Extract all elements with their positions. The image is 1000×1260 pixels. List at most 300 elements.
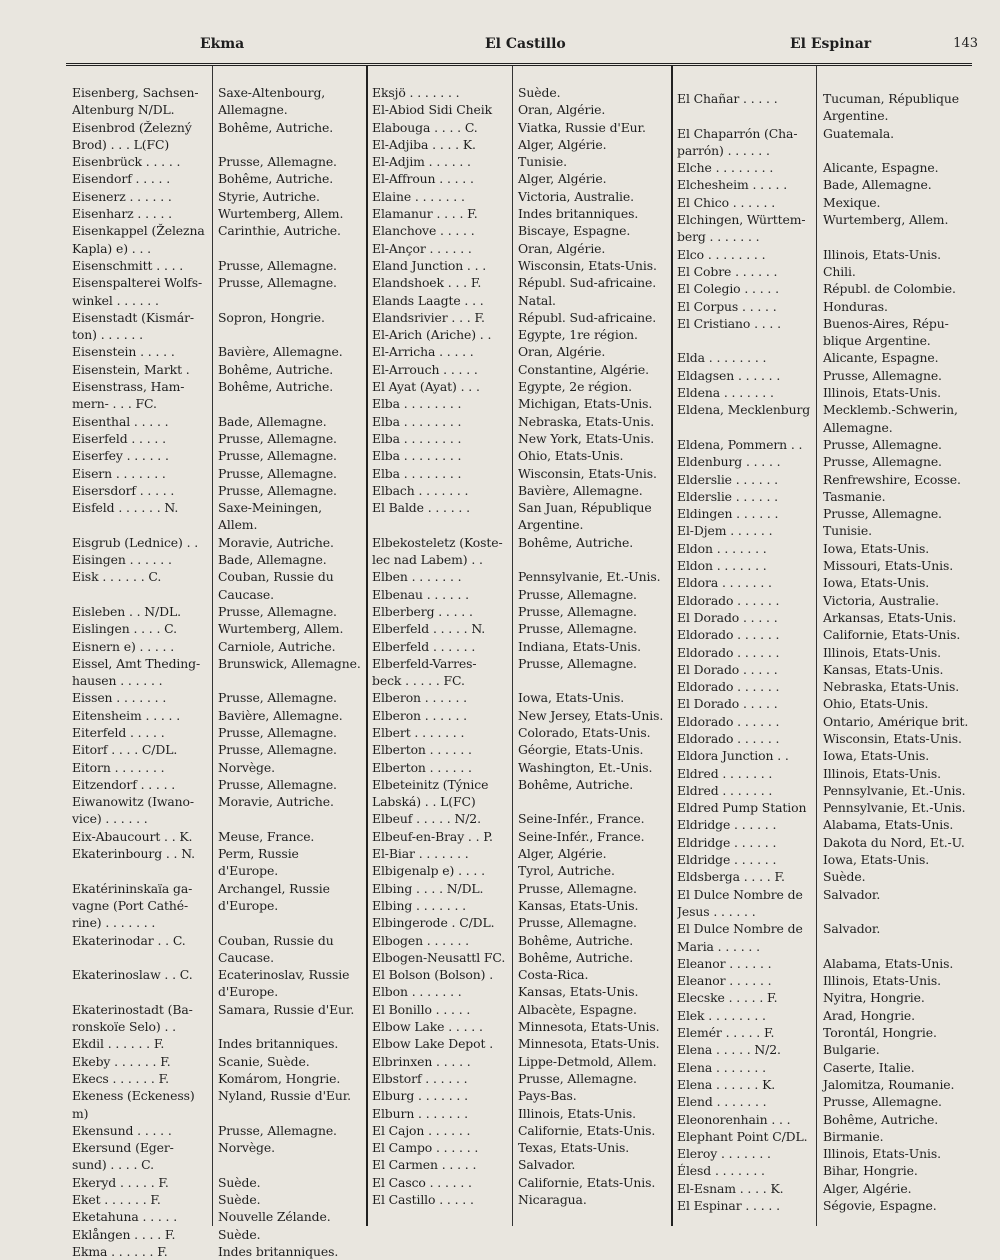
place-location: Kansas, Etats-Unis. <box>518 897 639 913</box>
place-name: Eisnern e) . . . . . <box>72 638 175 654</box>
place-location: Prusse, Allemagne. <box>518 1070 637 1086</box>
place-name: El Campo . . . . . . <box>372 1140 479 1156</box>
gazetteer-entry <box>72 274 362 309</box>
gazetteer-entry <box>677 90 969 125</box>
place-name: Eland Junction . . . <box>372 257 487 273</box>
gazetteer-column-2 <box>372 84 668 1226</box>
gazetteer-entry <box>677 695 969 712</box>
place-name: Eisenerz . . . . . . <box>72 188 172 204</box>
place-location: Costa-Rica. <box>518 967 589 983</box>
place-location: Albacète, Espagne. <box>518 1001 637 1017</box>
place-name: Eisenstein . . . . . <box>72 344 175 360</box>
place-name: El Dorado . . . . . <box>677 661 778 677</box>
place-location: Prusse, Allemagne. <box>518 880 637 896</box>
gazetteer-entry <box>677 1041 969 1058</box>
place-name: El-Adjiba . . . . K. <box>372 136 476 152</box>
place-location: Perm, Russie d'Europe. <box>218 846 299 879</box>
place-name: Eldsberga . . . . F. <box>677 869 785 885</box>
gazetteer-entry <box>372 966 668 983</box>
place-name: Eisersdorf . . . . . <box>72 482 175 498</box>
place-location: Illinois, Etats-Unis. <box>823 246 941 262</box>
place-location: Pennsylvanie, Et.-Unis. <box>518 569 661 585</box>
gazetteer-entry <box>677 1059 969 1076</box>
place-name: Eket . . . . . . F. <box>72 1192 161 1207</box>
place-location: Oran, Algérie. <box>518 240 606 256</box>
gazetteer-entry <box>677 609 969 626</box>
place-location: Constantine, Algérie. <box>518 361 649 377</box>
place-name: Eldred . . . . . . . <box>677 765 773 781</box>
gazetteer-entry <box>677 955 969 972</box>
place-location: Prusse, Allemagne. <box>518 586 637 602</box>
place-location: Prusse, Allemagne. <box>518 621 637 637</box>
place-location: Ségovie, Espagne. <box>823 1198 937 1213</box>
gazetteer-entry <box>72 966 362 1001</box>
place-location: Seine-Infér., France. <box>518 828 645 844</box>
place-name: Elben . . . . . . . <box>372 569 462 585</box>
place-location: Wurtemberg, Allem. <box>218 621 344 637</box>
place-location: Salvador. <box>518 1157 576 1173</box>
place-name: Elba . . . . . . . . <box>372 465 462 481</box>
place-name: El-Abiod Sidi Cheik <box>372 102 493 118</box>
gazetteer-entry <box>72 1191 362 1208</box>
gazetteer-entry <box>372 1156 668 1173</box>
place-location: Nicaragua. <box>518 1192 587 1207</box>
place-location: Pennsylvanie, Et.-Unis. <box>823 782 966 798</box>
gazetteer-entry <box>372 188 668 205</box>
place-location: Illinois, Etats-Unis. <box>823 385 941 401</box>
place-location: Renfrewshire, Ecosse. <box>823 471 961 487</box>
place-name: El Chaparrón (Cha- parrón) . . . . . . <box>677 125 798 158</box>
place-location: Illinois, Etats-Unis. <box>823 644 941 660</box>
place-location: Samara, Russie d'Eur. <box>218 1001 355 1017</box>
place-name: El Casco . . . . . . <box>372 1174 472 1190</box>
place-name: Elbekosteletz (Koste- lec nad Labem) . . <box>372 534 503 568</box>
gazetteer-entry <box>72 724 362 741</box>
place-name: El Bonillo . . . . . <box>372 1001 471 1017</box>
place-name: Ekeby . . . . . . F. <box>72 1053 171 1069</box>
place-location: Buenos-Aires, Répu- blique Argentine. <box>823 315 949 349</box>
place-location: Iowa, Etats-Unis. <box>518 690 625 706</box>
gazetteer-entry <box>677 730 969 747</box>
gazetteer-entry <box>372 932 668 949</box>
gazetteer-entry <box>372 274 668 291</box>
gazetteer-entry <box>372 499 668 534</box>
place-name: El Colegio . . . . . <box>677 281 779 297</box>
gazetteer-entry <box>72 222 362 257</box>
place-name: El Castillo . . . . . <box>372 1192 474 1207</box>
gazetteer-entry <box>372 914 668 931</box>
gazetteer-entry <box>372 741 668 758</box>
place-location: Illinois, Etats-Unis. <box>823 765 941 781</box>
place-location: Wurtemberg, Allem. <box>218 206 344 222</box>
place-name: Elberon . . . . . . <box>372 690 467 706</box>
gazetteer-entry <box>372 1191 668 1208</box>
place-name: Elbenau . . . . . . <box>372 586 469 602</box>
place-name: El-Djem . . . . . . <box>677 523 773 539</box>
place-name: Elchingen, Württem- berg . . . . . . . <box>677 212 806 245</box>
place-location: Prusse, Allemagne. <box>218 448 337 464</box>
gazetteer-entry <box>72 689 362 706</box>
gazetteer-entry <box>677 1162 969 1179</box>
gazetteer-column-1 <box>72 84 362 1259</box>
place-location: Natal. <box>518 292 556 308</box>
gazetteer-entry <box>372 810 668 827</box>
gazetteer-entry <box>372 603 668 620</box>
place-location: Salvador. <box>823 921 881 937</box>
gazetteer-entry <box>677 1197 969 1214</box>
place-name: Elbon . . . . . . . <box>372 984 462 1000</box>
gazetteer-entry <box>677 851 969 868</box>
place-location: Saxe-Meiningen, Allem. <box>218 500 322 533</box>
place-location: Colorado, Etats-Unis. <box>518 724 651 740</box>
gazetteer-entry <box>677 920 969 955</box>
gazetteer-entry <box>677 972 969 989</box>
place-location: Komárom, Hongrie. <box>218 1070 341 1086</box>
place-name: Ekaterinostadt (Ba- ronskoïe Selo) . . <box>72 1001 193 1035</box>
place-location: Pays-Bas. <box>518 1088 577 1104</box>
place-location: Mexique. <box>823 194 881 210</box>
gazetteer-entry <box>72 1001 362 1036</box>
gazetteer-entry <box>72 1053 362 1070</box>
gazetteer-entry <box>72 880 362 932</box>
gazetteer-entry <box>72 343 362 360</box>
place-name: Elecske . . . . . F. <box>677 990 778 1006</box>
gazetteer-entry <box>72 447 362 464</box>
place-location: Pennsylvanie, Et.-Unis. <box>823 800 966 816</box>
gazetteer-entry <box>72 551 362 568</box>
place-location: Birmanie. <box>823 1128 884 1144</box>
place-location: Bohême, Autriche. <box>218 361 334 377</box>
gazetteer-entry <box>677 886 969 921</box>
gazetteer-entry <box>677 246 969 263</box>
place-location: Tucuman, République Argentine. <box>823 91 959 124</box>
place-location: Kansas, Etats-Unis. <box>823 661 944 677</box>
place-name: Elands Laagte . . . <box>372 292 484 308</box>
place-name: Eitensheim . . . . . <box>72 707 181 723</box>
place-location: Tunisie. <box>518 154 567 170</box>
place-location: Prusse, Allemagne. <box>518 655 637 671</box>
gazetteer-entry <box>677 868 969 885</box>
gazetteer-entry <box>372 430 668 447</box>
place-name: Eisenschmitt . . . . <box>72 257 184 273</box>
place-name: Elephant Point C/DL. <box>677 1128 808 1144</box>
place-name: Eisenstadt (Kismár- ton) . . . . . . <box>72 309 195 343</box>
place-location: Indes britanniques. <box>518 206 639 222</box>
gazetteer-entry <box>677 453 969 470</box>
place-location: Ecaterinoslav, Russie d'Europe. <box>218 967 350 1000</box>
gazetteer-entry <box>72 1070 362 1087</box>
place-name: Eiserfeld . . . . . <box>72 430 166 446</box>
place-name: Elco . . . . . . . . <box>677 246 766 262</box>
gazetteer-entry <box>677 540 969 557</box>
gazetteer-entry <box>372 413 668 430</box>
gazetteer-entry <box>72 1243 362 1260</box>
place-name: Ekensund . . . . . <box>72 1122 172 1138</box>
gazetteer-entry <box>72 1226 362 1243</box>
place-location: Missouri, Etats-Unis. <box>823 558 954 574</box>
place-name: Eldagsen . . . . . . <box>677 367 781 383</box>
place-location: Prusse, Allemagne. <box>218 742 337 758</box>
place-location: Bade, Allemagne. <box>218 413 327 429</box>
gazetteer-entry <box>372 447 668 464</box>
place-location: Victoria, Australie. <box>518 188 634 204</box>
place-name: El-Arricha . . . . . <box>372 344 474 360</box>
gazetteer-entry <box>372 170 668 187</box>
gazetteer-entry <box>677 488 969 505</box>
gazetteer-entry <box>372 240 668 257</box>
place-name: Elbingerode . C/DL. <box>372 915 495 931</box>
gazetteer-entry <box>72 1035 362 1052</box>
place-name: Eldridge . . . . . . <box>677 852 777 868</box>
column-divider <box>671 66 673 1226</box>
place-location: Prusse, Allemagne. <box>823 1094 942 1110</box>
place-name: Elderslie . . . . . . <box>677 488 778 504</box>
place-location: Torontál, Hongrie. <box>823 1025 937 1041</box>
place-location: Alger, Algérie. <box>823 1180 912 1196</box>
place-name: Ekersund (Eger- sund) . . . . C. <box>72 1140 174 1173</box>
gazetteer-entry <box>677 799 969 816</box>
place-location: Norvège. <box>218 1140 275 1156</box>
place-name: Ekma . . . . . . F. <box>72 1243 168 1259</box>
gazetteer-entry <box>72 534 362 551</box>
gazetteer-entry <box>72 620 362 637</box>
header-last-entry: El Espinar <box>790 36 872 52</box>
gazetteer-entry <box>72 482 362 499</box>
place-name: Eisendorf . . . . . <box>72 171 171 187</box>
gazetteer-entry <box>72 119 362 154</box>
place-location: Bohême, Autriche. <box>218 379 334 395</box>
place-name: El Bolson (Bolson) . <box>372 967 494 983</box>
place-location: Nouvelle Zélande. <box>218 1209 331 1225</box>
place-location: Carniole, Autriche. <box>218 638 336 654</box>
gazetteer-entry <box>72 707 362 724</box>
place-name: Eldena . . . . . . . <box>677 385 774 401</box>
gazetteer-entry <box>72 932 362 967</box>
place-location: Michigan, Etats-Unis. <box>518 396 653 412</box>
place-location: Prusse, Allemagne. <box>218 482 337 498</box>
gazetteer-entry <box>72 170 362 187</box>
gazetteer-entry <box>72 1208 362 1225</box>
gazetteer-entry <box>72 257 362 274</box>
place-name: Elche . . . . . . . . <box>677 160 774 176</box>
gazetteer-entry <box>372 1122 668 1139</box>
place-location: Brunswick, Allemagne. <box>218 655 361 671</box>
place-location: Prusse, Allemagne. <box>823 436 942 452</box>
gazetteer-entry <box>72 84 362 119</box>
place-name: Eldorado . . . . . . <box>677 730 780 746</box>
place-location: San Juan, République Argentine. <box>518 500 652 533</box>
place-name: Eitzendorf . . . . . <box>72 776 176 792</box>
place-name: Eketahuna . . . . . <box>72 1209 178 1225</box>
place-location: Washington, Et.-Unis. <box>518 759 653 775</box>
gazetteer-entry <box>372 828 668 845</box>
place-location: Lippe-Detmold, Allem. <box>518 1053 657 1069</box>
place-name: Elabouga . . . . C. <box>372 119 478 135</box>
place-location: Indes britanniques. <box>218 1036 339 1052</box>
place-location: Iowa, Etats-Unis. <box>823 852 930 868</box>
place-name: Eisfeld . . . . . . N. <box>72 500 179 516</box>
gazetteer-entry <box>372 222 668 239</box>
gazetteer-entry <box>372 862 668 879</box>
page-number: 143 <box>953 36 978 51</box>
gazetteer-entry <box>372 378 668 395</box>
gazetteer-entry <box>372 655 668 690</box>
gazetteer-entry <box>677 384 969 401</box>
place-name: Eisleben . . N/DL. <box>72 603 181 619</box>
place-location: Egypte, 1re région. <box>518 327 638 343</box>
gazetteer-entry <box>372 759 668 776</box>
place-name: El Cobre . . . . . . <box>677 263 778 279</box>
gazetteer-entry <box>677 522 969 539</box>
gazetteer-entry <box>372 638 668 655</box>
gazetteer-entry <box>677 765 969 782</box>
place-name: Elbow Lake . . . . . <box>372 1019 483 1035</box>
place-name: El Cristiano . . . . <box>677 315 781 331</box>
place-location: Prusse, Allemagne. <box>218 724 337 740</box>
place-name: Eldorado . . . . . . <box>677 679 780 695</box>
header-first-entry: Ekma <box>200 36 245 52</box>
place-name: Elba . . . . . . . . <box>372 396 462 412</box>
gazetteer-entry <box>72 309 362 344</box>
place-name: Eix-Abaucourt . . K. <box>72 828 193 844</box>
place-location: Wisconsin, Etats-Unis. <box>823 730 962 746</box>
place-name: Elbing . . . . . . . <box>372 897 466 913</box>
table-frame <box>66 63 972 1259</box>
place-location: Alicante, Espagne. <box>823 160 939 176</box>
place-name: Elek . . . . . . . . <box>677 1007 766 1023</box>
place-name: El Ayat (Ayat) . . . <box>372 379 480 395</box>
place-name: Elberfeld . . . . . N. <box>372 621 486 637</box>
gazetteer-entry <box>677 349 969 366</box>
gazetteer-entry <box>372 257 668 274</box>
place-name: Elaine . . . . . . . <box>372 188 465 204</box>
gazetteer-entry <box>677 678 969 695</box>
gazetteer-entry <box>677 471 969 488</box>
gazetteer-entry <box>72 655 362 690</box>
gazetteer-entry <box>677 574 969 591</box>
place-location: Couban, Russie du Caucase. <box>218 932 334 965</box>
place-location: Ohio, Etats-Unis. <box>518 448 624 464</box>
gazetteer-entry <box>372 776 668 811</box>
place-location: Prusse, Allemagne. <box>823 506 942 522</box>
place-name: Eldora Junction . . <box>677 748 789 764</box>
gazetteer-entry <box>677 298 969 315</box>
gazetteer-entry <box>72 1087 362 1122</box>
gazetteer-entry <box>372 568 668 585</box>
gazetteer-entry <box>677 782 969 799</box>
gazetteer-entry <box>372 724 668 741</box>
place-location: Suède. <box>823 869 866 885</box>
place-name: Elberfeld . . . . . . <box>372 638 476 654</box>
place-location: Minnesota, Etats-Unis. <box>518 1036 660 1052</box>
place-location: Prusse, Allemagne. <box>218 257 337 273</box>
gazetteer-entry <box>372 309 668 326</box>
place-location: Californie, Etats-Unis. <box>518 1122 656 1138</box>
gazetteer-entry <box>372 153 668 170</box>
gazetteer-entry <box>677 436 969 453</box>
place-name: Elba . . . . . . . . <box>372 448 462 464</box>
place-name: Elberton . . . . . . <box>372 742 472 758</box>
place-location: Honduras. <box>823 298 888 314</box>
place-location: Alabama, Etats-Unis. <box>823 817 954 833</box>
place-location: Alabama, Etats-Unis. <box>823 955 954 971</box>
place-name: Eisenkappel (Železna Kapla) e) . . . <box>72 223 205 256</box>
gazetteer-entry <box>677 1111 969 1128</box>
place-location: Tunisie. <box>823 523 872 539</box>
place-name: El Dorado . . . . . <box>677 609 778 625</box>
place-name: Elchesheim . . . . . <box>677 177 788 193</box>
place-name: Eleonorenhain . . . <box>677 1111 791 1127</box>
place-location: Jalomitza, Roumanie. <box>823 1076 955 1092</box>
gazetteer-entry <box>72 1174 362 1191</box>
place-name: Ekaterinoslaw . . C. <box>72 967 193 983</box>
gazetteer-entry <box>677 1076 969 1093</box>
gazetteer-entry <box>72 361 362 378</box>
place-location: Viatka, Russie d'Eur. <box>518 119 646 135</box>
place-location: Iowa, Etats-Unis. <box>823 540 930 556</box>
place-name: Elbert . . . . . . . <box>372 724 465 740</box>
place-location: Prusse, Allemagne. <box>218 154 337 170</box>
place-name: Eksjö . . . . . . . <box>372 85 460 100</box>
place-name: Eldena, Mecklenburg <box>677 402 811 418</box>
place-location: Prusse, Allemagne. <box>218 275 337 291</box>
place-name: Elamanur . . . . F. <box>372 206 478 222</box>
place-name: Elba . . . . . . . . <box>372 413 462 429</box>
place-name: Elbigenalp e) . . . . <box>372 863 485 879</box>
place-name: El Corpus . . . . . <box>677 298 777 314</box>
place-location: Minnesota, Etats-Unis. <box>518 1019 660 1035</box>
place-name: Ekdil . . . . . . F. <box>72 1036 165 1052</box>
gazetteer-entry <box>372 880 668 897</box>
place-location: Prusse, Allemagne. <box>218 465 337 481</box>
place-name: Elbogen-Neusattl FC. <box>372 949 506 965</box>
place-name: El Carmen . . . . . <box>372 1157 477 1173</box>
place-location: Moravie, Autriche. <box>218 534 334 550</box>
place-location: Prusse, Allemagne. <box>218 1122 337 1138</box>
place-location: Bohême, Autriche. <box>518 776 634 792</box>
place-name: Elburn . . . . . . . <box>372 1105 468 1121</box>
gazetteer-entry <box>372 949 668 966</box>
place-name: Elend . . . . . . . <box>677 1094 767 1110</box>
place-name: Ekeryd . . . . . F. <box>72 1174 169 1190</box>
place-name: Eisenberg, Sachsen- Altenburg N/DL. <box>72 85 199 118</box>
gazetteer-entry <box>372 343 668 360</box>
place-name: Elbeuf-en-Bray . . P. <box>372 828 493 844</box>
place-location: Illinois, Etats-Unis. <box>823 1146 941 1162</box>
place-name: Eklången . . . . F. <box>72 1226 176 1242</box>
gazetteer-entry <box>677 159 969 176</box>
gazetteer-entry <box>677 557 969 574</box>
place-name: El Chañar . . . . . <box>677 91 778 106</box>
place-name: Élesd . . . . . . . <box>677 1163 765 1179</box>
place-location: Archangel, Russie d'Europe. <box>218 880 330 913</box>
gazetteer-entry <box>677 1093 969 1110</box>
place-name: Elbogen . . . . . . <box>372 932 470 948</box>
gazetteer-entry <box>372 1053 668 1070</box>
place-location: Illinois, Etats-Unis. <box>823 973 941 989</box>
place-name: Eisk . . . . . . C. <box>72 569 162 585</box>
place-location: Caserte, Italie. <box>823 1059 915 1075</box>
place-location: Oran, Algérie. <box>518 102 606 118</box>
place-location: Indes britanniques. <box>218 1243 339 1259</box>
place-name: Elbing . . . . N/DL. <box>372 880 484 896</box>
place-name: Elberfeld-Varres- beck . . . . . FC. <box>372 655 477 689</box>
place-location: Iowa, Etats-Unis. <box>823 575 930 591</box>
place-location: Bihar, Hongrie. <box>823 1163 918 1179</box>
place-location: Alger, Algérie. <box>518 171 607 187</box>
place-location: Prusse, Allemagne. <box>518 603 637 619</box>
place-name: Elena . . . . . . . <box>677 1059 766 1075</box>
